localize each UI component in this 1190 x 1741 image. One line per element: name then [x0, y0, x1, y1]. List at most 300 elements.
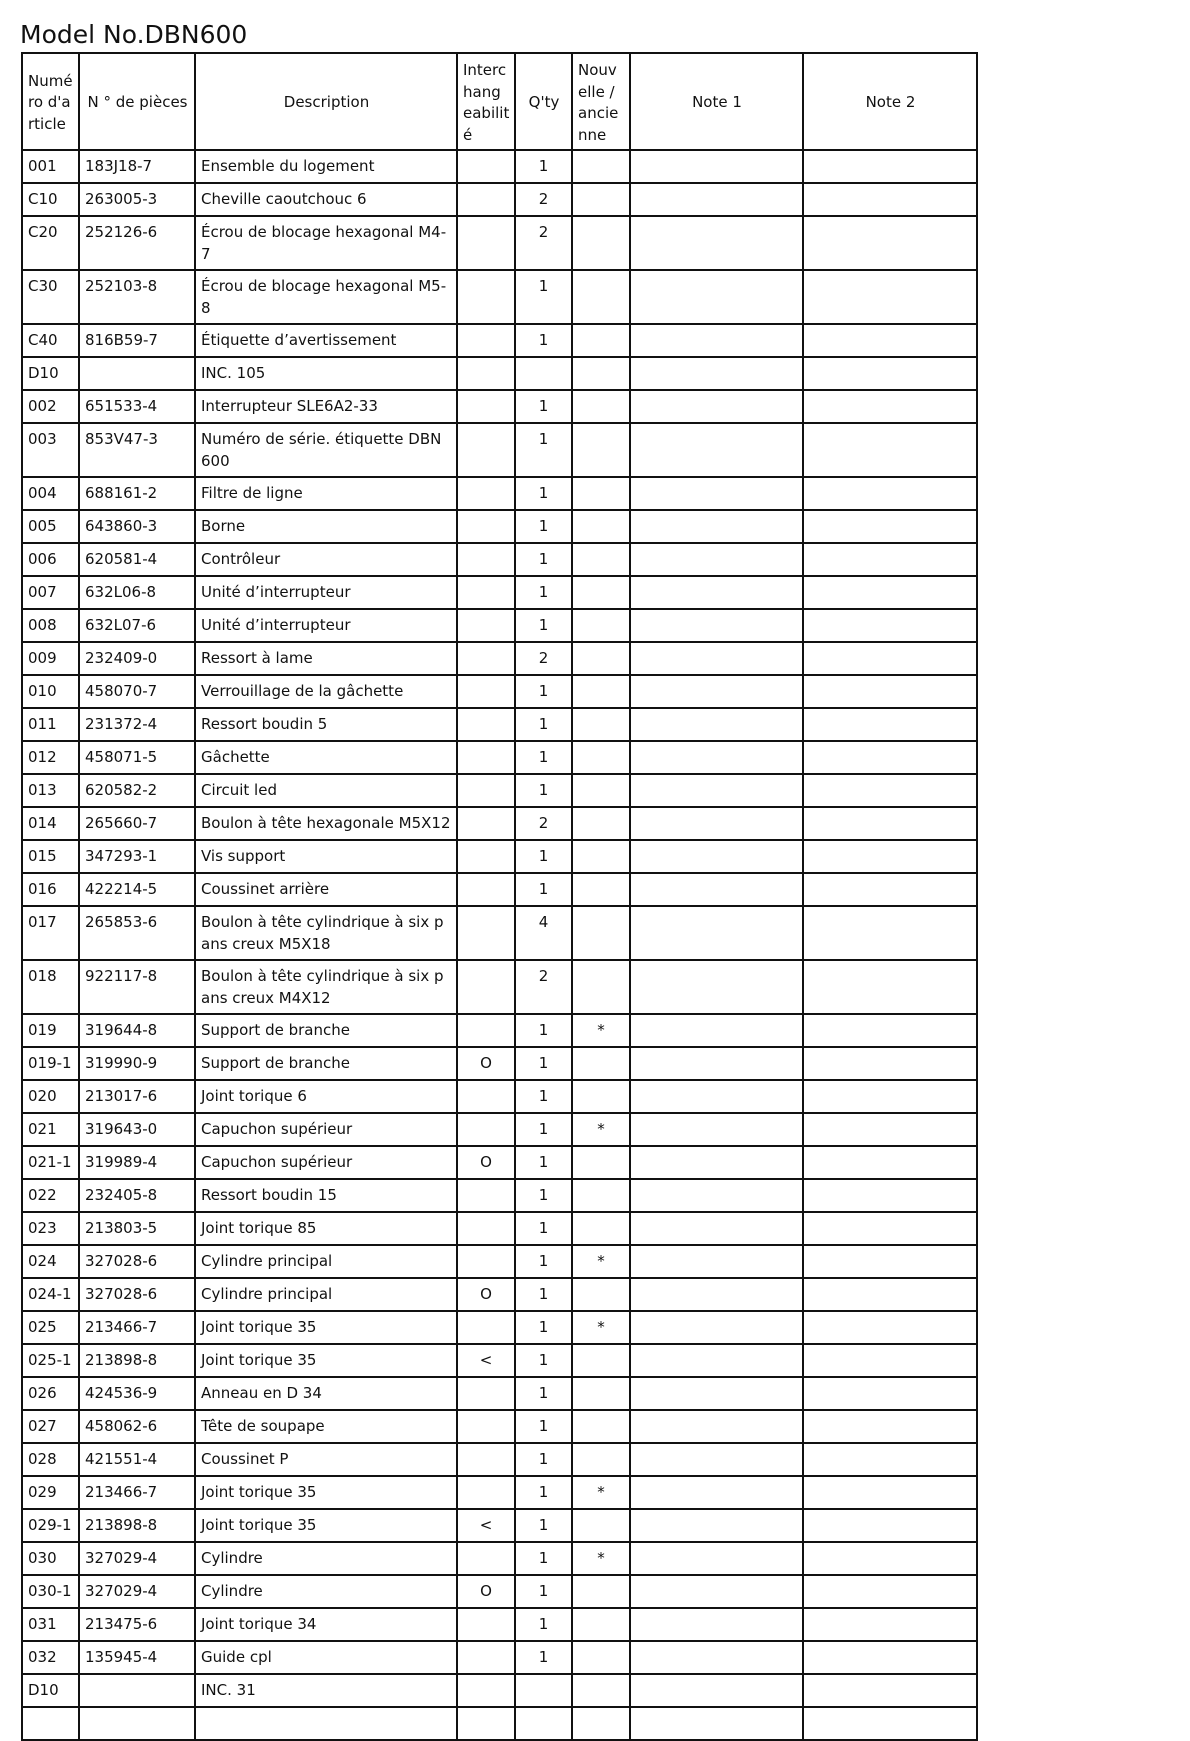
cell-quantity: 2: [515, 960, 572, 1014]
cell-item-number: C30: [22, 270, 79, 324]
cell-quantity: 1: [515, 1146, 572, 1179]
cell-note-2: [803, 1476, 977, 1509]
column-header-part-number: N ° de pièces: [79, 53, 195, 150]
table-row: [22, 873, 977, 906]
cell-note-1: [630, 609, 803, 642]
cell-part-number: 265660-7: [79, 807, 195, 840]
cell-interchangeability: [457, 609, 515, 642]
cell-note-1: [630, 576, 803, 609]
cell-quantity: 1: [515, 774, 572, 807]
cell-quantity: 1: [515, 1080, 572, 1113]
cell-note-2: [803, 1641, 977, 1674]
cell-quantity: 1: [515, 1410, 572, 1443]
cell-item-number: 029-1: [22, 1509, 79, 1542]
cell-part-number: [79, 1674, 195, 1707]
table-row: [22, 183, 977, 216]
cell-note-1: [630, 774, 803, 807]
cell-interchangeability: O: [457, 1146, 515, 1179]
cell-item-number: 010: [22, 675, 79, 708]
cell-quantity: [515, 1674, 572, 1707]
cell-note-1: [630, 1245, 803, 1278]
cell-quantity: 1: [515, 477, 572, 510]
cell-description: Support de branche: [195, 1014, 457, 1047]
cell-description: Guide cpl: [195, 1641, 457, 1674]
cell-note-2: [803, 510, 977, 543]
cell-note-2: [803, 477, 977, 510]
cell-new-old: [572, 906, 630, 960]
cell-note-1: [630, 183, 803, 216]
cell-note-2: [803, 324, 977, 357]
cell-item-number: [22, 1707, 79, 1740]
cell-note-2: [803, 543, 977, 576]
cell-interchangeability: [457, 1476, 515, 1509]
cell-item-number: 018: [22, 960, 79, 1014]
cell-note-2: [803, 1212, 977, 1245]
cell-description: Joint torique 85: [195, 1212, 457, 1245]
table-row: [22, 675, 977, 708]
cell-new-old: [572, 1443, 630, 1476]
table-row: [22, 1080, 977, 1113]
column-header-note-2: Note 2: [803, 53, 977, 150]
table-row: [22, 1245, 977, 1278]
cell-description: Coussinet arrière: [195, 873, 457, 906]
table-row: [22, 423, 977, 477]
table-header: [22, 53, 977, 150]
table-row: [22, 774, 977, 807]
cell-quantity: 1: [515, 675, 572, 708]
table-row: [22, 477, 977, 510]
cell-new-old: [572, 1410, 630, 1443]
cell-interchangeability: [457, 1311, 515, 1344]
cell-description: Joint torique 35: [195, 1509, 457, 1542]
cell-part-number: 213466-7: [79, 1476, 195, 1509]
cell-note-2: [803, 873, 977, 906]
cell-part-number: 620581-4: [79, 543, 195, 576]
cell-item-number: 027: [22, 1410, 79, 1443]
cell-item-number: 015: [22, 840, 79, 873]
table-row: [22, 1278, 977, 1311]
cell-note-2: [803, 774, 977, 807]
cell-interchangeability: [457, 1674, 515, 1707]
cell-quantity: 1: [515, 510, 572, 543]
cell-note-1: [630, 1113, 803, 1146]
table-row: [22, 840, 977, 873]
cell-description: Ressort boudin 15: [195, 1179, 457, 1212]
cell-note-1: [630, 906, 803, 960]
cell-quantity: 1: [515, 423, 572, 477]
cell-item-number: 006: [22, 543, 79, 576]
cell-quantity: 1: [515, 324, 572, 357]
cell-new-old: [572, 774, 630, 807]
table-row: [22, 543, 977, 576]
cell-quantity: 2: [515, 642, 572, 675]
cell-description: Boulon à tête hexagonale M5X12: [195, 807, 457, 840]
cell-item-number: 003: [22, 423, 79, 477]
cell-note-1: [630, 150, 803, 183]
cell-quantity: 1: [515, 1014, 572, 1047]
cell-note-2: [803, 642, 977, 675]
table-row: [22, 1509, 977, 1542]
cell-new-old: *: [572, 1014, 630, 1047]
cell-description: Capuchon supérieur: [195, 1146, 457, 1179]
cell-interchangeability: [457, 1410, 515, 1443]
cell-quantity: 1: [515, 1509, 572, 1542]
cell-part-number: 319990-9: [79, 1047, 195, 1080]
cell-interchangeability: [457, 216, 515, 270]
cell-quantity: 1: [515, 1575, 572, 1608]
cell-note-1: [630, 423, 803, 477]
cell-note-1: [630, 270, 803, 324]
cell-note-1: [630, 1047, 803, 1080]
cell-interchangeability: [457, 423, 515, 477]
cell-interchangeability: [457, 1014, 515, 1047]
cell-note-1: [630, 642, 803, 675]
cell-interchangeability: [457, 774, 515, 807]
cell-part-number: 319643-0: [79, 1113, 195, 1146]
cell-note-1: [630, 1575, 803, 1608]
cell-note-2: [803, 906, 977, 960]
cell-interchangeability: [457, 1608, 515, 1641]
cell-item-number: 030-1: [22, 1575, 79, 1608]
cell-new-old: [572, 357, 630, 390]
cell-note-1: [630, 477, 803, 510]
cell-item-number: 017: [22, 906, 79, 960]
cell-part-number: 327028-6: [79, 1245, 195, 1278]
cell-description: Joint torique 35: [195, 1476, 457, 1509]
cell-description: Borne: [195, 510, 457, 543]
cell-interchangeability: [457, 840, 515, 873]
cell-note-1: [630, 1311, 803, 1344]
cell-part-number: 922117-8: [79, 960, 195, 1014]
cell-quantity: 1: [515, 1443, 572, 1476]
cell-interchangeability: O: [457, 1278, 515, 1311]
cell-quantity: 1: [515, 1047, 572, 1080]
cell-quantity: 1: [515, 1641, 572, 1674]
cell-interchangeability: [457, 642, 515, 675]
cell-interchangeability: [457, 543, 515, 576]
table-row: [22, 1311, 977, 1344]
cell-description: Support de branche: [195, 1047, 457, 1080]
cell-part-number: 421551-4: [79, 1443, 195, 1476]
cell-new-old: [572, 840, 630, 873]
cell-new-old: [572, 390, 630, 423]
cell-interchangeability: [457, 960, 515, 1014]
table-row: [22, 1707, 977, 1740]
cell-item-number: 019-1: [22, 1047, 79, 1080]
cell-note-1: [630, 1707, 803, 1740]
table-row: [22, 1641, 977, 1674]
cell-new-old: [572, 216, 630, 270]
cell-interchangeability: [457, 807, 515, 840]
cell-new-old: [572, 675, 630, 708]
cell-part-number: 424536-9: [79, 1377, 195, 1410]
table-row: [22, 1014, 977, 1047]
cell-item-number: 020: [22, 1080, 79, 1113]
cell-quantity: [515, 1707, 572, 1740]
cell-note-2: [803, 1113, 977, 1146]
cell-note-1: [630, 1641, 803, 1674]
cell-note-1: [630, 1476, 803, 1509]
table-row: [22, 1542, 977, 1575]
cell-quantity: 1: [515, 1377, 572, 1410]
cell-description: Tête de soupape: [195, 1410, 457, 1443]
cell-item-number: 032: [22, 1641, 79, 1674]
cell-part-number: 213898-8: [79, 1344, 195, 1377]
cell-note-2: [803, 270, 977, 324]
cell-part-number: 135945-4: [79, 1641, 195, 1674]
cell-item-number: 011: [22, 708, 79, 741]
cell-item-number: 026: [22, 1377, 79, 1410]
cell-description: Boulon à tête cylindrique à six pans creux M4X12: [195, 960, 457, 1014]
cell-new-old: [572, 609, 630, 642]
cell-note-1: [630, 1014, 803, 1047]
cell-part-number: 213475-6: [79, 1608, 195, 1641]
cell-new-old: [572, 807, 630, 840]
table-row: [22, 150, 977, 183]
cell-note-1: [630, 708, 803, 741]
cell-part-number: 265853-6: [79, 906, 195, 960]
cell-part-number: 319644-8: [79, 1014, 195, 1047]
cell-note-2: [803, 1509, 977, 1542]
cell-note-1: [630, 1146, 803, 1179]
table-row: [22, 1212, 977, 1245]
cell-note-2: [803, 1245, 977, 1278]
cell-item-number: 019: [22, 1014, 79, 1047]
cell-interchangeability: O: [457, 1575, 515, 1608]
column-header-interchangeability: Interc hang eabilit é: [457, 53, 515, 150]
cell-note-2: [803, 741, 977, 774]
cell-item-number: 030: [22, 1542, 79, 1575]
cell-new-old: [572, 543, 630, 576]
cell-quantity: [515, 357, 572, 390]
table-row: [22, 1410, 977, 1443]
cell-note-2: [803, 840, 977, 873]
table-row: [22, 1674, 977, 1707]
cell-description: Joint torique 6: [195, 1080, 457, 1113]
cell-quantity: 1: [515, 873, 572, 906]
cell-item-number: 008: [22, 609, 79, 642]
cell-new-old: [572, 1641, 630, 1674]
cell-note-2: [803, 1674, 977, 1707]
cell-description: Ensemble du logement: [195, 150, 457, 183]
cell-note-1: [630, 960, 803, 1014]
cell-note-1: [630, 807, 803, 840]
cell-new-old: [572, 1344, 630, 1377]
cell-item-number: 013: [22, 774, 79, 807]
cell-description: Joint torique 34: [195, 1608, 457, 1641]
table-row: [22, 1047, 977, 1080]
cell-interchangeability: [457, 150, 515, 183]
cell-new-old: [572, 1179, 630, 1212]
cell-description: Circuit led: [195, 774, 457, 807]
cell-part-number: 327029-4: [79, 1575, 195, 1608]
cell-description: Contrôleur: [195, 543, 457, 576]
table-row: [22, 1377, 977, 1410]
table-row: [22, 390, 977, 423]
cell-new-old: [572, 477, 630, 510]
cell-new-old: [572, 1707, 630, 1740]
cell-note-1: [630, 1542, 803, 1575]
cell-item-number: 023: [22, 1212, 79, 1245]
cell-note-1: [630, 1212, 803, 1245]
cell-note-1: [630, 1509, 803, 1542]
cell-part-number: 422214-5: [79, 873, 195, 906]
cell-quantity: 1: [515, 576, 572, 609]
cell-note-2: [803, 357, 977, 390]
cell-part-number: 688161-2: [79, 477, 195, 510]
cell-quantity: 2: [515, 807, 572, 840]
cell-item-number: 025: [22, 1311, 79, 1344]
cell-item-number: D10: [22, 1674, 79, 1707]
cell-new-old: [572, 1278, 630, 1311]
cell-interchangeability: [457, 510, 515, 543]
table-row: [22, 1179, 977, 1212]
table-row: [22, 807, 977, 840]
cell-interchangeability: [457, 324, 515, 357]
cell-quantity: 1: [515, 150, 572, 183]
cell-interchangeability: [457, 1245, 515, 1278]
cell-quantity: 1: [515, 708, 572, 741]
cell-quantity: 1: [515, 543, 572, 576]
cell-new-old: [572, 1674, 630, 1707]
cell-description: Joint torique 35: [195, 1311, 457, 1344]
cell-item-number: 024: [22, 1245, 79, 1278]
cell-description: Ressort boudin 5: [195, 708, 457, 741]
cell-note-2: [803, 1443, 977, 1476]
cell-quantity: 1: [515, 1476, 572, 1509]
cell-description: INC. 105: [195, 357, 457, 390]
cell-part-number: 458062-6: [79, 1410, 195, 1443]
table-row: [22, 216, 977, 270]
cell-note-2: [803, 1014, 977, 1047]
cell-item-number: 024-1: [22, 1278, 79, 1311]
cell-part-number: 458071-5: [79, 741, 195, 774]
cell-part-number: 252103-8: [79, 270, 195, 324]
table-row: [22, 576, 977, 609]
cell-description: Unité d’interrupteur: [195, 576, 457, 609]
cell-note-1: [630, 357, 803, 390]
cell-quantity: 1: [515, 1278, 572, 1311]
table-body: [22, 150, 977, 1740]
cell-description: Filtre de ligne: [195, 477, 457, 510]
cell-part-number: 651533-4: [79, 390, 195, 423]
cell-note-1: [630, 1377, 803, 1410]
cell-new-old: [572, 510, 630, 543]
cell-quantity: 1: [515, 1608, 572, 1641]
cell-note-2: [803, 708, 977, 741]
cell-quantity: 2: [515, 216, 572, 270]
cell-note-2: [803, 675, 977, 708]
cell-description: Ressort à lame: [195, 642, 457, 675]
cell-part-number: 213898-8: [79, 1509, 195, 1542]
cell-description: Numéro de série. étiquette DBN 600: [195, 423, 457, 477]
cell-part-number: 632L06-8: [79, 576, 195, 609]
cell-new-old: [572, 576, 630, 609]
cell-new-old: *: [572, 1311, 630, 1344]
cell-note-1: [630, 1179, 803, 1212]
cell-item-number: C10: [22, 183, 79, 216]
cell-item-number: 012: [22, 741, 79, 774]
cell-note-2: [803, 609, 977, 642]
cell-note-2: [803, 1377, 977, 1410]
cell-note-2: [803, 1278, 977, 1311]
cell-new-old: [572, 642, 630, 675]
cell-note-2: [803, 1410, 977, 1443]
cell-note-2: [803, 216, 977, 270]
cell-note-2: [803, 1608, 977, 1641]
cell-interchangeability: <: [457, 1344, 515, 1377]
cell-note-2: [803, 1047, 977, 1080]
cell-part-number: 327029-4: [79, 1542, 195, 1575]
cell-note-1: [630, 324, 803, 357]
cell-note-2: [803, 576, 977, 609]
cell-quantity: 1: [515, 1113, 572, 1146]
cell-note-2: [803, 183, 977, 216]
cell-item-number: 001: [22, 150, 79, 183]
cell-quantity: 1: [515, 1311, 572, 1344]
cell-quantity: 1: [515, 270, 572, 324]
cell-item-number: 021-1: [22, 1146, 79, 1179]
cell-note-2: [803, 423, 977, 477]
cell-item-number: 014: [22, 807, 79, 840]
cell-new-old: [572, 741, 630, 774]
cell-note-1: [630, 840, 803, 873]
cell-description: Vis support: [195, 840, 457, 873]
cell-part-number: 183J18-7: [79, 150, 195, 183]
cell-note-2: [803, 1575, 977, 1608]
cell-part-number: 327028-6: [79, 1278, 195, 1311]
table-row: [22, 1146, 977, 1179]
cell-item-number: 002: [22, 390, 79, 423]
table-row: [22, 270, 977, 324]
cell-description: Capuchon supérieur: [195, 1113, 457, 1146]
table-row: [22, 1443, 977, 1476]
cell-part-number: 213803-5: [79, 1212, 195, 1245]
cell-note-2: [803, 1311, 977, 1344]
table-row: [22, 324, 977, 357]
cell-interchangeability: [457, 576, 515, 609]
cell-description: Anneau en D 34: [195, 1377, 457, 1410]
cell-new-old: [572, 1146, 630, 1179]
cell-item-number: 028: [22, 1443, 79, 1476]
cell-quantity: 1: [515, 1344, 572, 1377]
cell-part-number: 232409-0: [79, 642, 195, 675]
cell-note-1: [630, 1344, 803, 1377]
cell-interchangeability: [457, 1377, 515, 1410]
cell-description: Coussinet P: [195, 1443, 457, 1476]
table-row: [22, 510, 977, 543]
cell-item-number: 029: [22, 1476, 79, 1509]
cell-description: Écrou de blocage hexagonal M4-7: [195, 216, 457, 270]
cell-item-number: C20: [22, 216, 79, 270]
column-header-item-number: Numé ro d'a rticle: [22, 53, 79, 150]
table-row: [22, 906, 977, 960]
cell-description: Écrou de blocage hexagonal M5-8: [195, 270, 457, 324]
cell-quantity: 1: [515, 1212, 572, 1245]
cell-interchangeability: [457, 873, 515, 906]
cell-note-1: [630, 1608, 803, 1641]
cell-note-2: [803, 960, 977, 1014]
table-row: [22, 708, 977, 741]
cell-note-2: [803, 150, 977, 183]
cell-note-2: [803, 1707, 977, 1740]
cell-new-old: [572, 423, 630, 477]
cell-item-number: 025-1: [22, 1344, 79, 1377]
parts-table: [21, 52, 978, 1741]
cell-new-old: [572, 1047, 630, 1080]
cell-new-old: *: [572, 1476, 630, 1509]
cell-part-number: 319989-4: [79, 1146, 195, 1179]
